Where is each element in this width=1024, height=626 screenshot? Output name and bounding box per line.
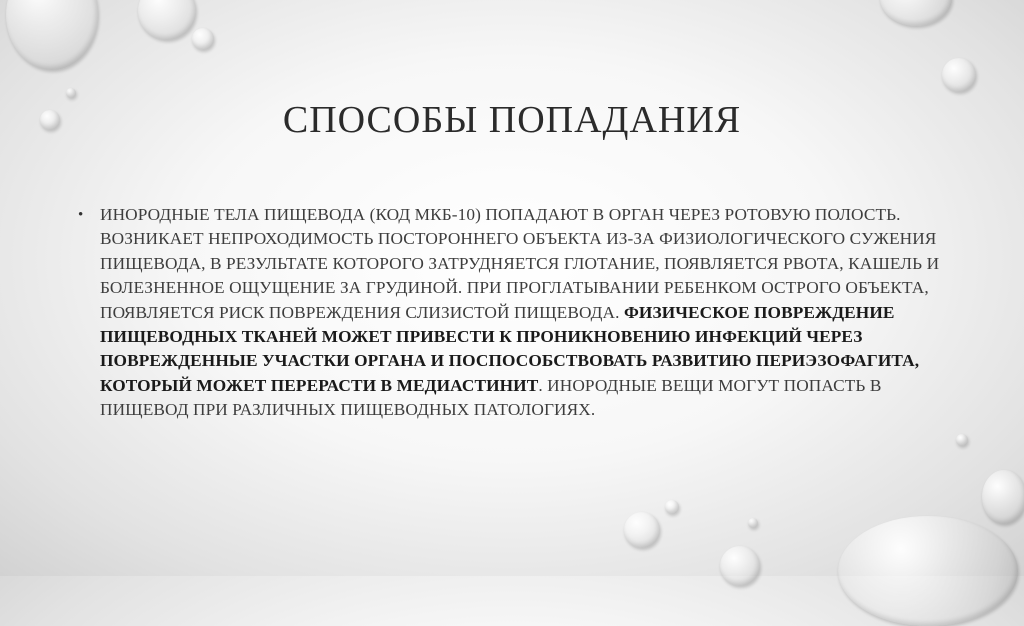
slide-title: СПОСОБЫ ПОПАДАНИЯ — [282, 99, 742, 141]
water-drop-decoration — [192, 28, 214, 50]
water-drop-decoration — [6, 0, 98, 70]
water-drop-decoration — [665, 500, 679, 514]
body-paragraph — [100, 203, 958, 423]
water-drop-decoration — [942, 58, 976, 92]
paragraph-text-outro: . ИНОРОДНЫЕ ВЕЩИ МОГУТ ПОПАСТЬ В ПИЩЕВОД ПРИ РАЗЛИЧНЫХ ПИЩЕВОДНЫХ ПАТОЛОГИЯХ. — [100, 375, 882, 420]
water-drop-decoration — [720, 546, 760, 586]
slide-body — [78, 203, 958, 423]
water-drop-decoration — [956, 434, 968, 446]
water-drop-decoration — [838, 516, 1018, 626]
water-drop-decoration — [748, 518, 758, 528]
water-drop-decoration — [624, 512, 660, 548]
paragraph-text-intro: ИНОРОДНЫЕ ТЕЛА ПИЩЕВОДА (КОД МКБ-10) ПОПАДАЮТ В ОРГАН ЧЕРЕЗ РОТОВУЮ ПОЛОСТЬ. ВОЗНИКАЕТ НЕПРОХОДИМОСТЬ ПОСТОРОННЕГО ОБЪЕКТА ИЗ-ЗА ФИЗИОЛОГИЧЕСКОГО СУЖЕНИЯ ПИЩЕВОДА, В РЕЗУЛЬТАТЕ КОТОРОГО ЗАТРУДНЯЕТСЯ ГЛОТАНИЕ, ПОЯВЛЯЕТСЯ РВОТА, КАШЕЛЬ И БОЛЕЗНЕННОЕ ОЩУЩЕНИЕ ЗА ГРУДИНОЙ. ПРИ ПРОГЛАТЫВАНИИ РЕБЕНКОМ ОСТРОГО ОБЪЕКТА, ПОЯВЛЯЕТСЯ РИСК ПОВРЕЖДЕНИЯ СЛИЗИСТОЙ ПИЩЕВОДА. — [100, 205, 940, 322]
paragraph-text-bold: ФИЗИЧЕСКОЕ ПОВРЕЖДЕНИЕ ПИЩЕВОДНЫХ ТКАНЕЙ МОЖЕТ ПРИВЕСТИ К ПРОНИКНОВЕНИЮ ИНФЕКЦИЙ ЧЕРЕЗ ПОВРЕЖДЕННЫЕ УЧАСТКИ ОРГАНА И ПОСПОСОБСТВОВАТЬ РАЗВИТИЮ ПЕРИЭЗОФАГИТА, КОТОРЫЙ МОЖЕТ ПЕРЕРАСТИ В МЕДИАСТИНИТ — [100, 302, 920, 395]
water-drop-decoration — [982, 470, 1024, 524]
water-drop-decoration — [880, 0, 952, 26]
bullet-marker: • — [78, 207, 84, 223]
water-drop-decoration — [66, 88, 76, 98]
water-drop-decoration — [138, 0, 196, 40]
